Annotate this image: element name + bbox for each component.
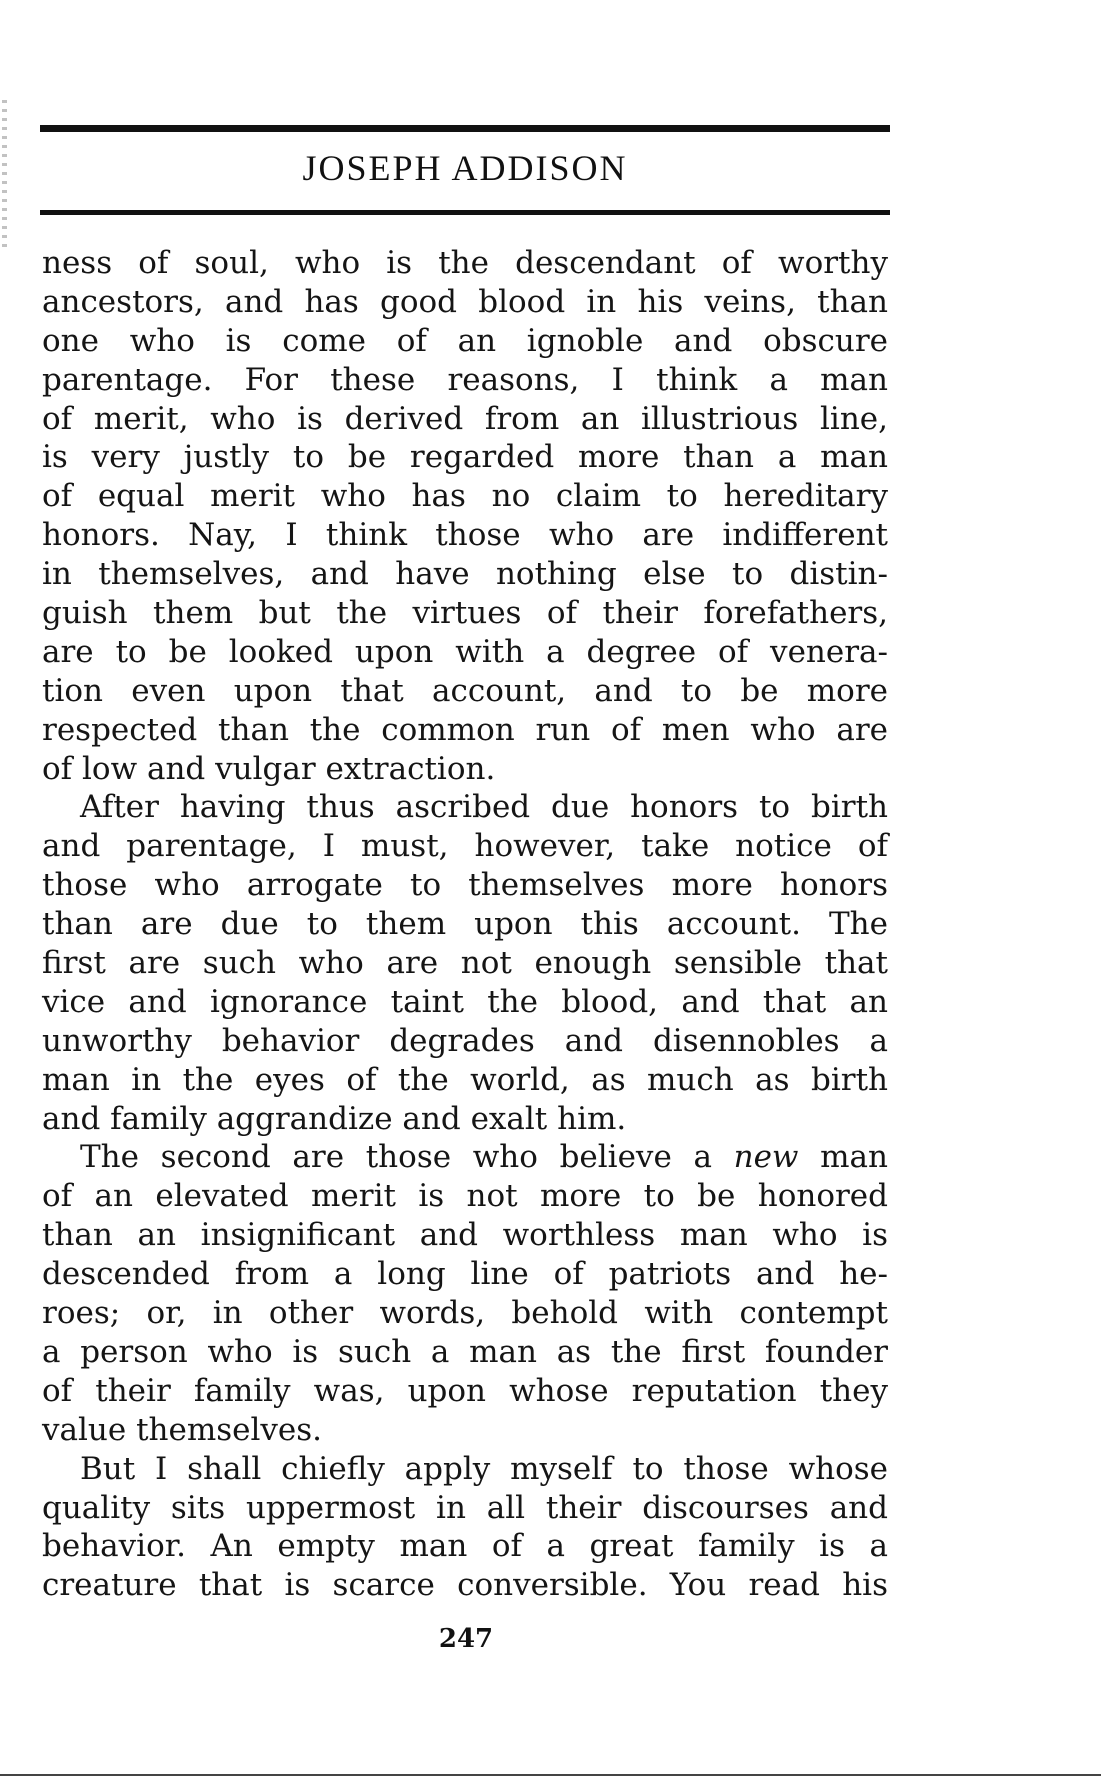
text-line: than are due to them upon this account. The bbox=[42, 906, 888, 943]
text-line: ness of soul, who is the descendant of worthy bbox=[42, 245, 888, 281]
paragraph-end-line: of low and vulgar extraction. bbox=[42, 750, 496, 787]
paragraph-end-line: and family aggrandize and exalt him. bbox=[42, 1100, 627, 1137]
text-line: and parentage, I must, however, take notice of bbox=[42, 828, 888, 865]
text-line: behavior. An empty man of a great family is a bbox=[42, 1528, 888, 1565]
text-line: man in the eyes of the world, as much as birth bbox=[42, 1061, 888, 1098]
text-line: a person who is such a man as the first founder bbox=[42, 1333, 888, 1370]
line-text-pre: The second are those who believe a bbox=[80, 1139, 734, 1176]
italic-word: new bbox=[733, 1139, 799, 1176]
text-line: tion even upon that account, and to be more bbox=[42, 672, 888, 709]
text-line: one who is come of an ignoble and obscure bbox=[42, 322, 888, 359]
text-line: first are such who are not enough sensible that bbox=[42, 945, 888, 982]
text-line: those who arrogate to themselves more honors bbox=[42, 867, 888, 904]
text-line: creature that is scarce conversible. You read his bbox=[42, 1567, 888, 1604]
text-line: ancestors, and has good blood in his veins, than bbox=[42, 283, 888, 320]
header-bottom-rule bbox=[40, 210, 890, 215]
paragraph-start-line: After having thus ascribed due honors to birth bbox=[80, 789, 888, 826]
page-number: 247 bbox=[438, 1624, 494, 1654]
text-line: is very justly to be regarded more than a man bbox=[42, 439, 888, 476]
text-line: respected than the common run of men who are bbox=[42, 711, 888, 748]
text-line: unworthy behavior degrades and disennobles a bbox=[42, 1022, 888, 1059]
header-top-rule bbox=[40, 125, 890, 132]
paragraph-start-line: But I shall chiefly apply myself to those whose bbox=[80, 1450, 888, 1487]
text-line: of an elevated merit is not more to be honored bbox=[42, 1178, 888, 1215]
body-text bbox=[42, 244, 888, 1605]
text-line: descended from a long line of patriots and he- bbox=[42, 1256, 888, 1293]
line-text-post: man bbox=[798, 1139, 888, 1176]
text-line: of equal merit who has no claim to hereditary bbox=[42, 478, 888, 515]
text-line: vice and ignorance taint the blood, and that an bbox=[42, 983, 888, 1020]
text-line: roes; or, in other words, behold with contempt bbox=[42, 1295, 888, 1332]
paragraph-start-line bbox=[42, 1138, 888, 1177]
text-line: honors. Nay, I think those who are indifferent bbox=[42, 517, 888, 554]
text-line: than an insignificant and worthless man who is bbox=[42, 1217, 888, 1254]
text-line: of merit, who is derived from an illustrious line, bbox=[42, 400, 888, 437]
text-line: quality sits uppermost in all their discourses and bbox=[42, 1489, 888, 1526]
paragraph-end-line: value themselves. bbox=[42, 1411, 323, 1448]
text-line: in themselves, and have nothing else to distin- bbox=[42, 556, 888, 593]
text-line: are to be looked upon with a degree of venera- bbox=[42, 633, 888, 670]
page-bottom-edge bbox=[0, 1774, 1101, 1776]
text-line: of their family was, upon whose reputation they bbox=[42, 1372, 888, 1409]
text-line: guish them but the virtues of their forefathers, bbox=[42, 595, 888, 632]
text-line: parentage. For these reasons, I think a man bbox=[42, 361, 888, 398]
running-title: JOSEPH ADDISON bbox=[302, 148, 628, 188]
